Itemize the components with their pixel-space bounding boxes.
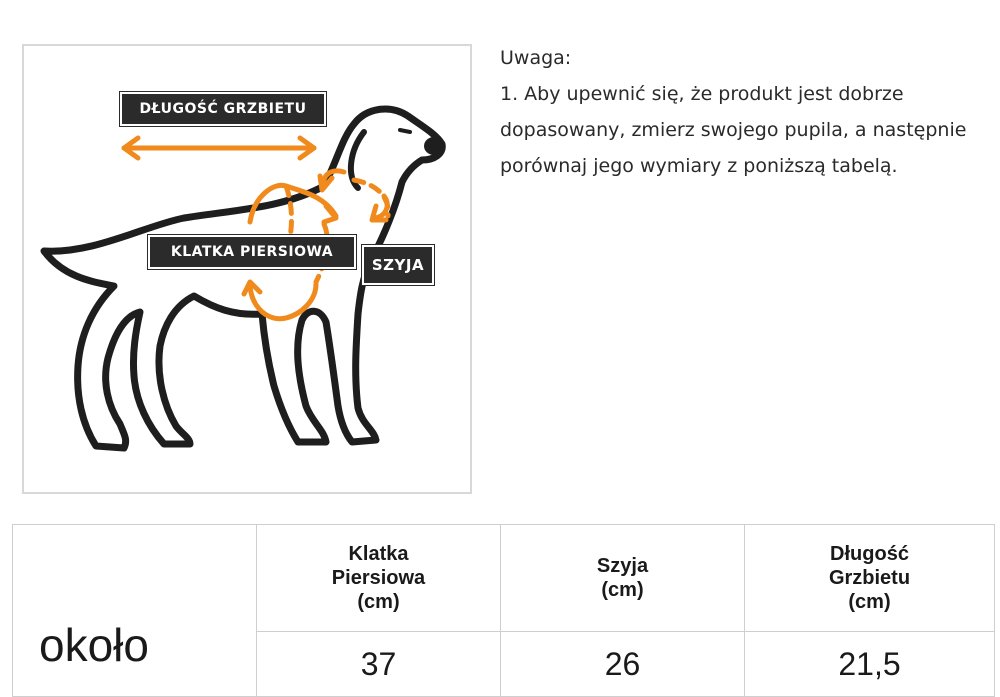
note-title: Uwaga: bbox=[500, 47, 572, 69]
chest-label: KLATKA PIERSIOWA bbox=[148, 235, 356, 269]
neck-label: SZYJA bbox=[362, 245, 434, 285]
back-length-label: DŁUGOŚĆ GRZBIETU bbox=[120, 92, 326, 126]
dog-eye bbox=[400, 130, 410, 132]
size-table bbox=[12, 524, 995, 697]
value-chest: 37 bbox=[257, 632, 501, 697]
dog-measurement-diagram bbox=[22, 44, 472, 494]
note-body: 1. Aby upewnić się, że produkt jest dobrze dopasowany, zmierz swojego pupila, a następnie porównaj jego wymiary z poniższą tabelą. bbox=[500, 83, 967, 177]
size-table-header-row bbox=[13, 525, 995, 632]
header-neck: Szyja (cm) bbox=[501, 525, 745, 632]
value-neck: 26 bbox=[501, 632, 745, 697]
row-label-cell bbox=[13, 525, 257, 697]
header-chest: Klatka Piersiowa (cm) bbox=[257, 525, 501, 632]
value-back-length: 21,5 bbox=[745, 632, 995, 697]
header-back-length: Długość Grzbietu (cm) bbox=[745, 525, 995, 632]
back-length-arrow bbox=[124, 138, 314, 158]
dog-nose bbox=[424, 137, 444, 155]
measurement-note bbox=[500, 40, 995, 184]
row-label: około bbox=[39, 618, 149, 671]
